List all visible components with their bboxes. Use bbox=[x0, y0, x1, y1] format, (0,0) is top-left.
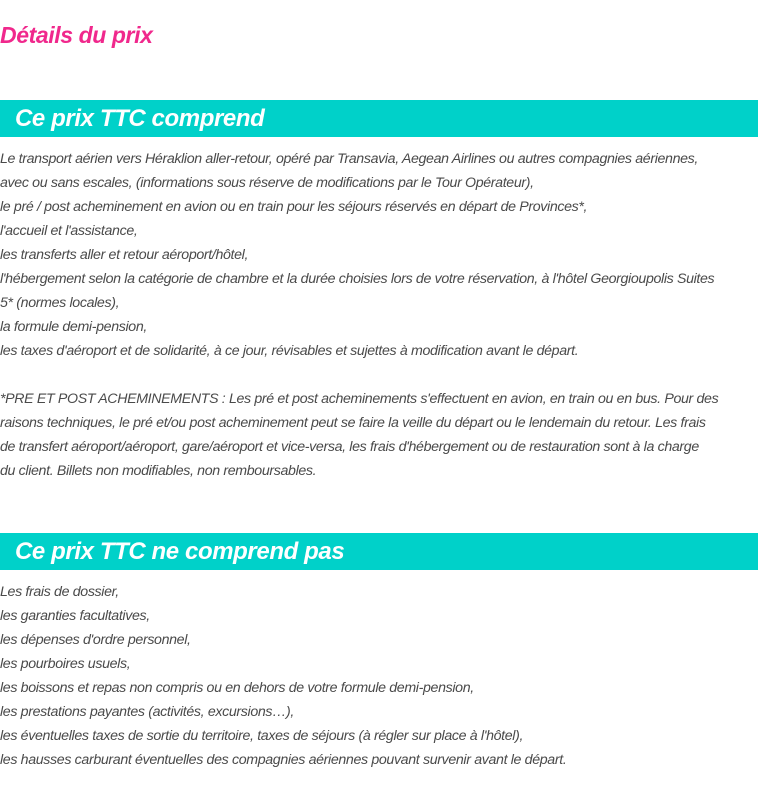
excluded-item: les dépenses d'ordre personnel, bbox=[0, 632, 191, 648]
transfer-note bbox=[0, 387, 758, 483]
excluded-item: les boissons et repas non compris ou en dehors de votre formule demi-pension, bbox=[0, 680, 474, 696]
page-title: Détails du prix bbox=[0, 22, 153, 48]
excluded-list bbox=[0, 580, 758, 772]
included-item: l'accueil et l'assistance, bbox=[0, 223, 138, 239]
transfer-note-line: de transfert aéroport/aéroport, gare/aéroport et vice-versa, les frais d'hébergement ou de restauration sont à la charge bbox=[0, 439, 699, 455]
included-item: la formule demi-pension, bbox=[0, 319, 147, 335]
excluded-section-heading: Ce prix TTC ne comprend pas bbox=[0, 533, 758, 570]
included-list bbox=[0, 147, 758, 363]
transfer-note-line: du client. Billets non modifiables, non remboursables. bbox=[0, 463, 317, 479]
included-item: l'hébergement selon la catégorie de chambre et la durée choisies lors de votre réservation, à l'hôtel Georgioupolis Suites bbox=[0, 271, 715, 287]
excluded-item: Les frais de dossier, bbox=[0, 584, 119, 600]
included-item: les transferts aller et retour aéroport/hôtel, bbox=[0, 247, 249, 263]
transfer-note-line: *PRE ET POST ACHEMINEMENTS : Les pré et post acheminements s'effectuent en avion, en train ou en bus. Pour des bbox=[0, 391, 719, 407]
included-item: les taxes d'aéroport et de solidarité, à ce jour, révisables et sujettes à modification avant le départ. bbox=[0, 343, 579, 359]
transfer-note-line: raisons techniques, le pré et/ou post acheminement peut se faire la veille du départ ou le lendemain du retour. Les frais bbox=[0, 415, 706, 431]
included-item: Le transport aérien vers Héraklion aller-retour, opéré par Transavia, Aegean Airlines ou autres compagnies aériennes, bbox=[0, 151, 698, 167]
excluded-item: les hausses carburant éventuelles des compagnies aériennes pouvant survenir avant le départ. bbox=[0, 752, 567, 768]
excluded-item: les éventuelles taxes de sortie du territoire, taxes de séjours (à régler sur place à l'hôtel), bbox=[0, 728, 524, 744]
included-item: le pré / post acheminement en avion ou en train pour les séjours réservés en départ de Provinces*, bbox=[0, 199, 588, 215]
excluded-item: les pourboires usuels, bbox=[0, 656, 131, 672]
included-item: avec ou sans escales, (informations sous réserve de modifications par le Tour Opérateur), bbox=[0, 175, 534, 191]
included-section-heading: Ce prix TTC comprend bbox=[0, 100, 758, 137]
included-item: 5* (normes locales), bbox=[0, 295, 120, 311]
excluded-item: les prestations payantes (activités, excursions…), bbox=[0, 704, 294, 720]
excluded-item: les garanties facultatives, bbox=[0, 608, 150, 624]
